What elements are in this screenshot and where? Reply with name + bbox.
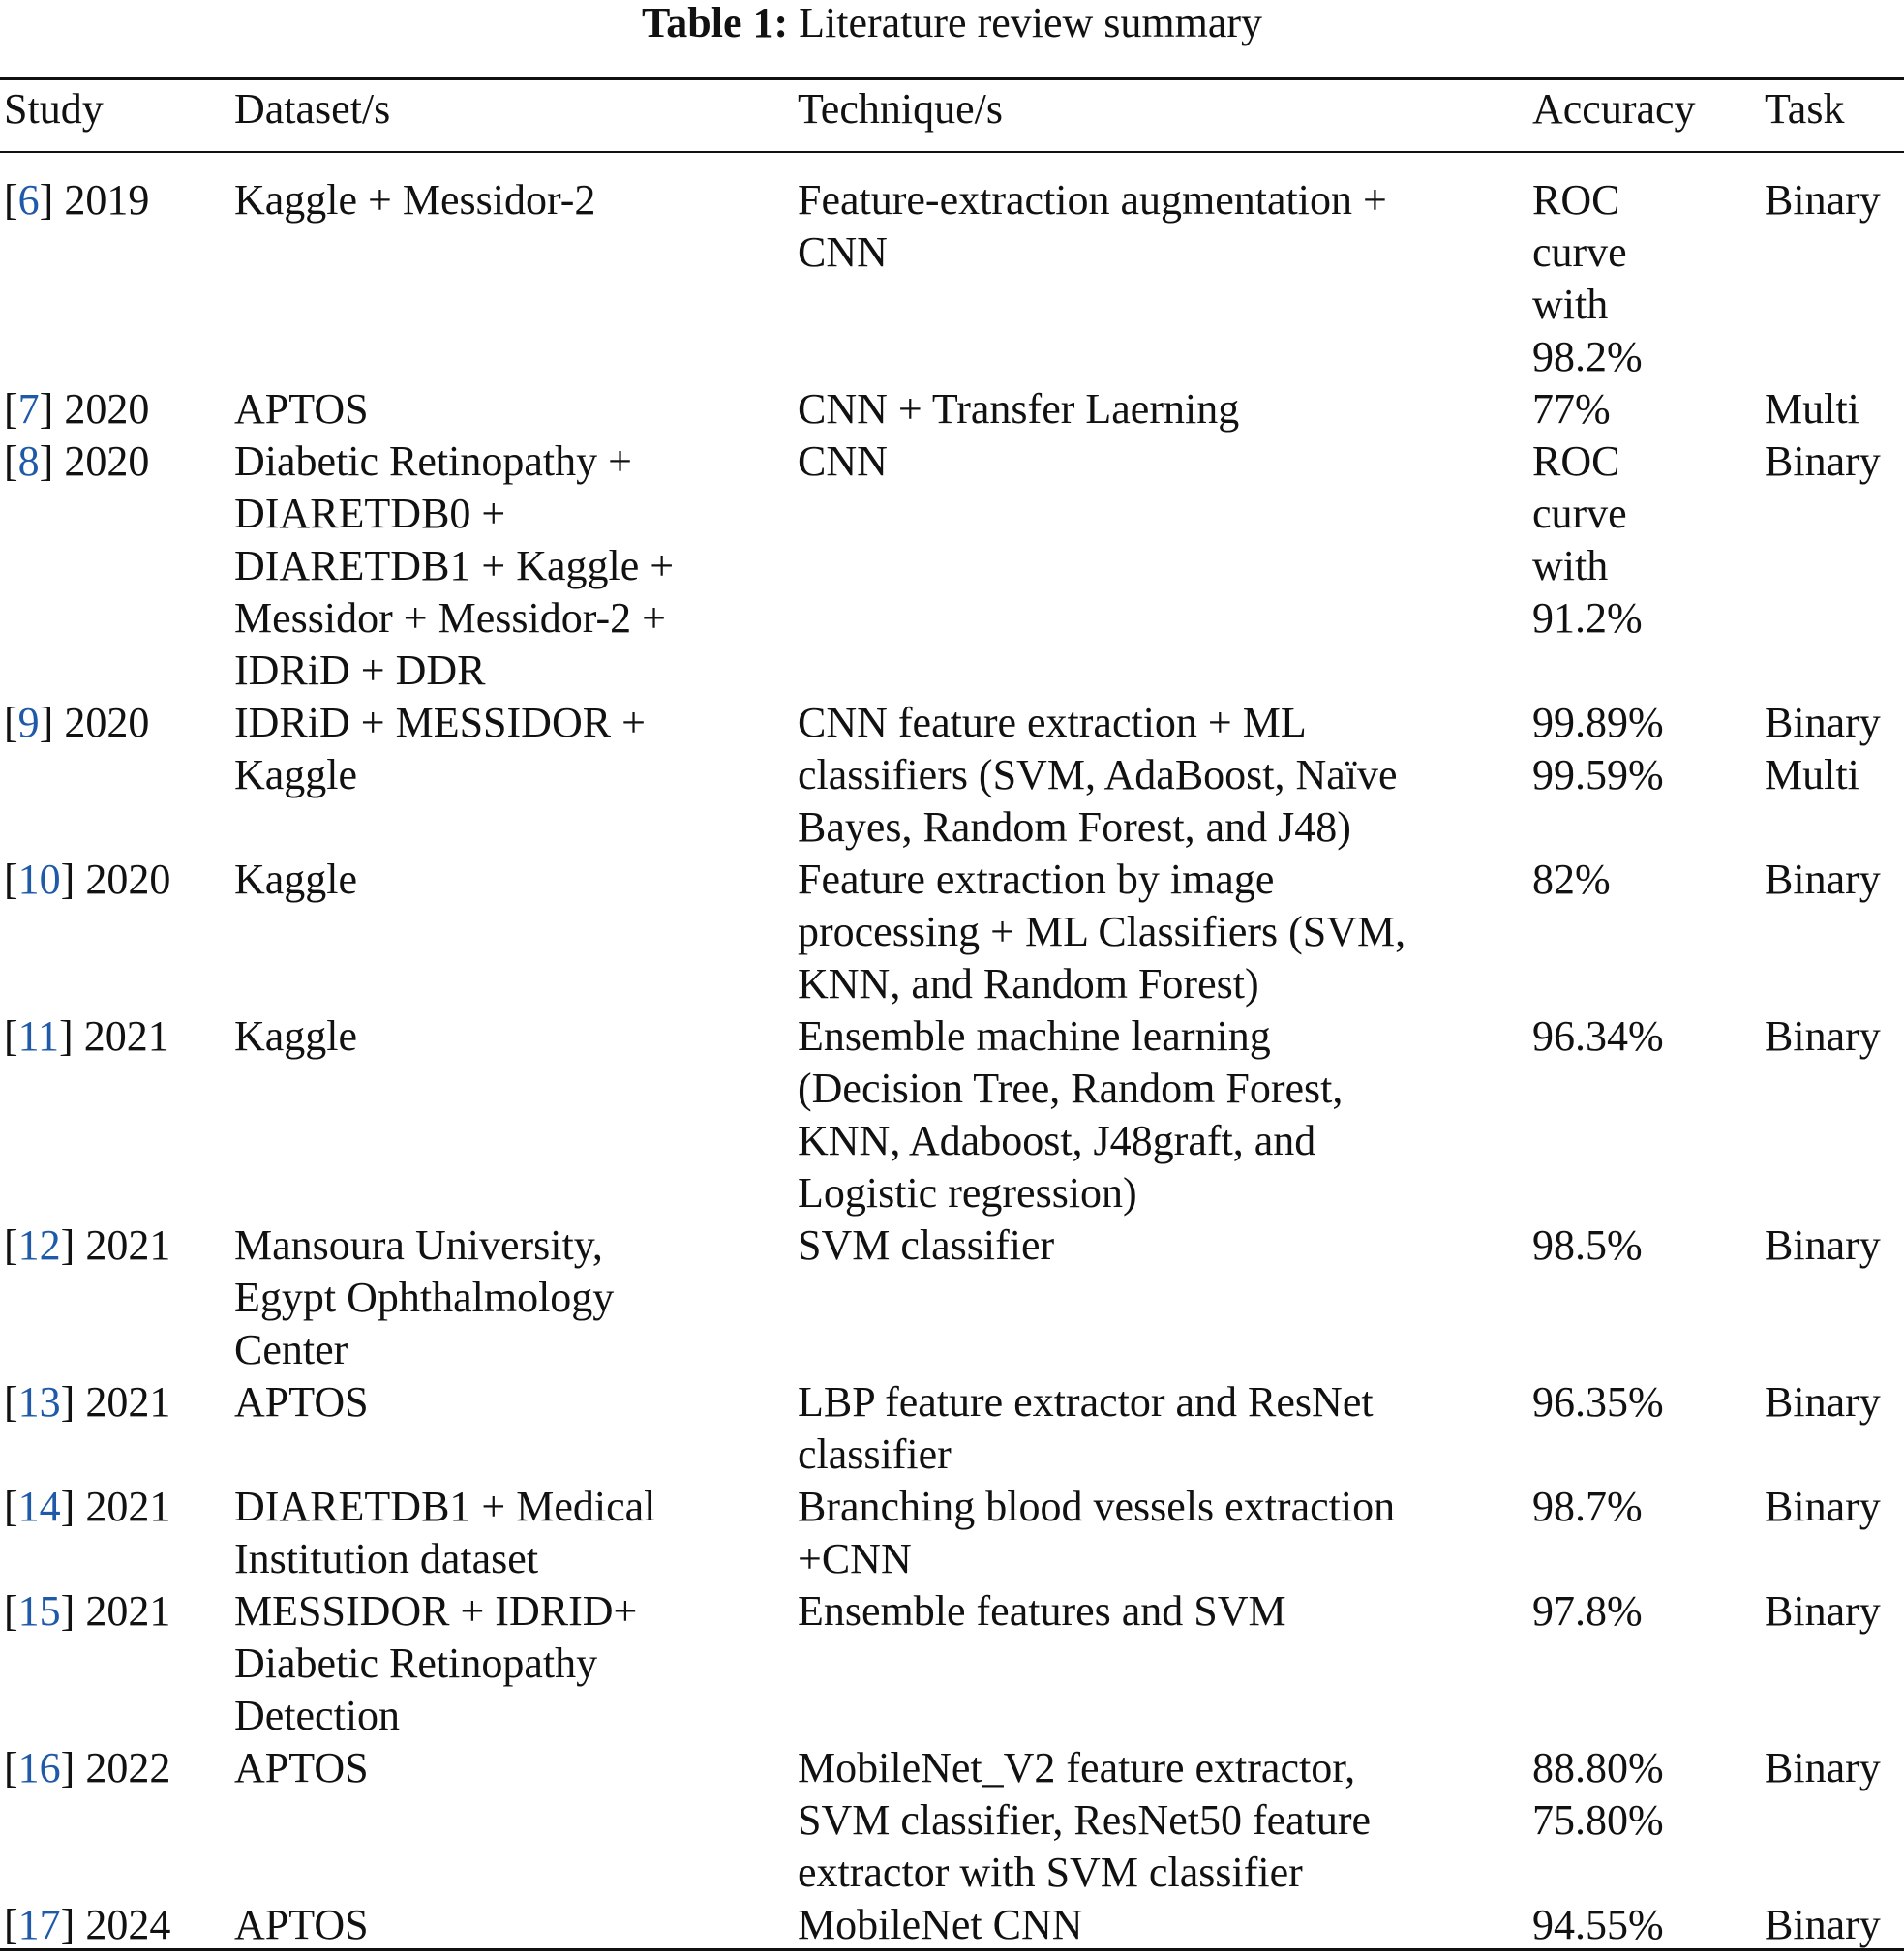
study-year: 2021 (85, 1483, 171, 1530)
cell-accuracy-line: 98.2% (1532, 333, 1643, 380)
cell-dataset-line: APTOS (234, 1744, 369, 1791)
cell-dataset-line: APTOS (234, 385, 369, 433)
cell-accuracy-line: 98.7% (1532, 1483, 1643, 1530)
cell-accuracy (1532, 1742, 1765, 1899)
table-row (0, 854, 1904, 1010)
study-year: 2020 (64, 437, 150, 485)
cell-accuracy (1532, 1481, 1765, 1585)
cell-dataset-line: DIARETDB1 + Medical (234, 1483, 656, 1530)
cell-accuracy (1532, 383, 1765, 436)
study-year: 2020 (85, 856, 171, 903)
cell-technique (798, 436, 1532, 697)
table-header (0, 83, 1904, 135)
cell-study: [14] 2021 (4, 1483, 171, 1530)
cell-accuracy-line: 99.89% (1532, 699, 1664, 746)
table-row (0, 1376, 1904, 1481)
cell-accuracy-line: 88.80% (1532, 1744, 1664, 1791)
cell-dataset-line: APTOS (234, 1901, 369, 1948)
table-row (0, 697, 1904, 854)
cell-accuracy (1532, 1585, 1765, 1742)
cell-technique-line: CNN + Transfer Laerning (798, 385, 1240, 433)
citation-link[interactable]: 13 (17, 1378, 61, 1426)
cell-accuracy-line: ROC (1532, 437, 1620, 485)
cell-task-line: Binary (1765, 856, 1881, 903)
cell-technique-line: classifiers (SVM, AdaBoost, Naïve (798, 751, 1398, 798)
cell-accuracy-line: curve (1532, 490, 1627, 537)
cell-technique-line: CNN (798, 228, 888, 276)
citation-link[interactable]: 9 (17, 699, 40, 746)
cell-technique-line: Ensemble features and SVM (798, 1587, 1286, 1635)
table-row (0, 1481, 1904, 1585)
cell-dataset-line: IDRiD + MESSIDOR + (234, 699, 646, 746)
study-year: 2021 (85, 1221, 171, 1269)
cell-task (1765, 174, 1904, 383)
cell-technique-line: MobileNet CNN (798, 1901, 1083, 1948)
cell-accuracy-line: ROC (1532, 176, 1620, 224)
table-body (0, 174, 1904, 1951)
header-study: Study (4, 85, 104, 133)
header-accuracy: Accuracy (1532, 85, 1696, 133)
cell-technique-line: classifier (798, 1430, 952, 1478)
cell-dataset-line: Institution dataset (234, 1535, 539, 1582)
table-row (0, 383, 1904, 436)
cell-technique (798, 1742, 1532, 1899)
table-row (0, 1585, 1904, 1742)
cell-accuracy (1532, 854, 1765, 1010)
cell-accuracy (1532, 1010, 1765, 1219)
cell-technique-line: +CNN (798, 1535, 912, 1582)
citation-link[interactable]: 16 (17, 1744, 61, 1791)
study-year: 2021 (83, 1012, 169, 1060)
cell-task-line: Binary (1765, 176, 1881, 224)
cell-accuracy (1532, 174, 1765, 383)
cell-technique-line: processing + ML Classifiers (SVM, (798, 908, 1406, 955)
cell-dataset (234, 1010, 798, 1219)
cell-task (1765, 697, 1904, 854)
cell-accuracy-line: 82% (1532, 856, 1611, 903)
cell-technique-line: Feature extraction by image (798, 856, 1275, 903)
cell-dataset-line: IDRiD + DDR (234, 647, 486, 694)
cell-dataset-line: DIARETDB0 + (234, 490, 506, 537)
cell-technique (798, 1481, 1532, 1585)
cell-accuracy-line: 91.2% (1532, 594, 1643, 642)
cell-dataset (234, 1585, 798, 1742)
cell-accuracy-line: 97.8% (1532, 1587, 1643, 1635)
cell-dataset-line: Detection (234, 1692, 401, 1739)
table-row (0, 1219, 1904, 1376)
cell-dataset-line: MESSIDOR + IDRID+ (234, 1587, 638, 1635)
cell-accuracy (1532, 697, 1765, 854)
cell-dataset (234, 436, 798, 697)
cell-dataset-line: DIARETDB1 + Kaggle + (234, 542, 675, 589)
cell-dataset (234, 1219, 798, 1376)
cell-task (1765, 1010, 1904, 1219)
cell-dataset (234, 697, 798, 854)
cell-dataset-line: Messidor + Messidor-2 + (234, 594, 666, 642)
header-task: Task (1765, 85, 1845, 133)
cell-accuracy-line: 77% (1532, 385, 1611, 433)
header-technique: Technique/s (798, 85, 1003, 133)
cell-study: [9] 2020 (4, 699, 150, 746)
cell-dataset-line: Diabetic Retinopathy (234, 1640, 598, 1687)
cell-task (1765, 1481, 1904, 1585)
cell-dataset-line: Center (234, 1326, 348, 1373)
study-year: 2019 (64, 176, 150, 224)
table-bottom-rule (0, 1948, 1904, 1951)
cell-task-line: Binary (1765, 1587, 1881, 1635)
cell-technique-line: (Decision Tree, Random Forest, (798, 1065, 1344, 1112)
cell-dataset (234, 1481, 798, 1585)
cell-technique-line: KNN, Adaboost, J48graft, and (798, 1117, 1316, 1164)
cell-task-line: Binary (1765, 437, 1881, 485)
citation-link[interactable]: 14 (17, 1483, 61, 1530)
cell-accuracy-line: with (1532, 542, 1609, 589)
cell-study: [15] 2021 (4, 1587, 171, 1635)
caption-label: Table 1: (641, 0, 789, 46)
study-year: 2020 (64, 699, 150, 746)
cell-task (1765, 436, 1904, 697)
cell-task (1765, 854, 1904, 1010)
cell-dataset-line: Kaggle (234, 1012, 358, 1060)
cell-accuracy (1532, 1899, 1765, 1951)
cell-dataset-line: Egypt Ophthalmology (234, 1274, 615, 1321)
cell-dataset (234, 383, 798, 436)
table-top-rule (0, 77, 1904, 80)
cell-technique-line: SVM classifier (798, 1221, 1055, 1269)
citation-link[interactable]: 11 (17, 1012, 60, 1060)
cell-technique-line: CNN feature extraction + ML (798, 699, 1307, 746)
table-rows (0, 174, 1904, 1951)
cell-study: [10] 2020 (4, 856, 171, 903)
cell-task-line: Binary (1765, 1378, 1881, 1426)
cell-accuracy (1532, 1376, 1765, 1481)
cell-dataset (234, 174, 798, 383)
cell-technique-line: CNN (798, 437, 888, 485)
cell-study: [8] 2020 (4, 437, 150, 485)
cell-technique-line: Branching blood vessels extraction (798, 1483, 1396, 1530)
cell-technique (798, 1376, 1532, 1481)
cell-task-line: Multi (1765, 751, 1859, 798)
cell-dataset (234, 1376, 798, 1481)
cell-study: [16] 2022 (4, 1744, 171, 1791)
cell-task-line: Multi (1765, 385, 1859, 433)
cell-task-line: Binary (1765, 1901, 1881, 1948)
cell-task-line: Binary (1765, 1744, 1881, 1791)
cell-dataset-line: Diabetic Retinopathy + (234, 437, 632, 485)
cell-technique (798, 1899, 1532, 1951)
header-row (0, 83, 1904, 135)
cell-task (1765, 1219, 1904, 1376)
table-row (0, 436, 1904, 697)
cell-dataset-line: Kaggle + Messidor-2 (234, 176, 596, 224)
cell-accuracy-line: 75.80% (1532, 1796, 1664, 1844)
cell-dataset-line: Kaggle (234, 751, 358, 798)
cell-technique-line: LBP feature extractor and ResNet (798, 1378, 1374, 1426)
cell-accuracy-line: 98.5% (1532, 1221, 1643, 1269)
cell-dataset (234, 1742, 798, 1899)
citation-link[interactable]: 7 (17, 385, 40, 433)
cell-accuracy-line: with (1532, 281, 1609, 328)
cell-task-line: Binary (1765, 1012, 1881, 1060)
citation-link[interactable]: 8 (17, 437, 40, 485)
cell-technique-line: MobileNet_V2 feature extractor, (798, 1744, 1356, 1791)
cell-technique-line: Feature-extraction augmentation + (798, 176, 1387, 224)
cell-accuracy-line: 94.55% (1532, 1901, 1664, 1948)
cell-technique (798, 174, 1532, 383)
cell-technique-line: Ensemble machine learning (798, 1012, 1271, 1060)
cell-accuracy (1532, 436, 1765, 697)
cell-task (1765, 1899, 1904, 1951)
cell-accuracy-line: 96.35% (1532, 1378, 1664, 1426)
study-year: 2021 (85, 1378, 171, 1426)
cell-technique (798, 1010, 1532, 1219)
cell-accuracy-line: 96.34% (1532, 1012, 1664, 1060)
cell-task (1765, 1742, 1904, 1899)
cell-study: [13] 2021 (4, 1378, 171, 1426)
cell-dataset (234, 854, 798, 1010)
cell-task (1765, 1585, 1904, 1742)
table-caption (0, 0, 1904, 46)
cell-technique (798, 697, 1532, 854)
caption-title: Literature review summary (799, 0, 1263, 46)
cell-technique-line: Logistic regression) (798, 1169, 1137, 1217)
cell-technique-line: Bayes, Random Forest, and J48) (798, 803, 1351, 851)
cell-technique-line: KNN, and Random Forest) (798, 960, 1259, 1008)
cell-accuracy-line: curve (1532, 228, 1627, 276)
cell-task (1765, 1376, 1904, 1481)
table-row (0, 1010, 1904, 1219)
cell-accuracy-line: 99.59% (1532, 751, 1664, 798)
header-dataset: Dataset/s (234, 85, 391, 133)
cell-study: [17] 2024 (4, 1901, 171, 1948)
citation-link[interactable]: 6 (17, 176, 40, 224)
table-row (0, 174, 1904, 383)
cell-task-line: Binary (1765, 1483, 1881, 1530)
cell-task-line: Binary (1765, 1221, 1881, 1269)
table-row (0, 1742, 1904, 1899)
citation-link[interactable]: 15 (17, 1587, 61, 1635)
citation-link[interactable]: 12 (17, 1221, 61, 1269)
citation-link[interactable]: 10 (17, 856, 61, 903)
cell-task (1765, 383, 1904, 436)
cell-technique (798, 854, 1532, 1010)
cell-dataset-line: Kaggle (234, 856, 358, 903)
table-row (0, 1899, 1904, 1951)
cell-dataset (234, 1899, 798, 1951)
cell-technique (798, 1219, 1532, 1376)
study-year: 2021 (85, 1587, 171, 1635)
cell-study: [7] 2020 (4, 385, 150, 433)
cell-study: [6] 2019 (4, 176, 150, 224)
cell-dataset-line: Mansoura University, (234, 1221, 603, 1269)
cell-technique-line: SVM classifier, ResNet50 feature (798, 1796, 1372, 1844)
cell-technique (798, 383, 1532, 436)
study-year: 2022 (85, 1744, 171, 1791)
cell-technique (798, 1585, 1532, 1742)
table-header-rule (0, 151, 1904, 153)
cell-task-line: Binary (1765, 699, 1881, 746)
cell-study: [12] 2021 (4, 1221, 171, 1269)
study-year: 2024 (85, 1901, 171, 1948)
cell-dataset-line: APTOS (234, 1378, 369, 1426)
cell-accuracy (1532, 1219, 1765, 1376)
cell-technique-line: extractor with SVM classifier (798, 1849, 1303, 1896)
cell-study: [11] 2021 (4, 1012, 169, 1060)
citation-link[interactable]: 17 (17, 1901, 61, 1948)
study-year: 2020 (64, 385, 150, 433)
